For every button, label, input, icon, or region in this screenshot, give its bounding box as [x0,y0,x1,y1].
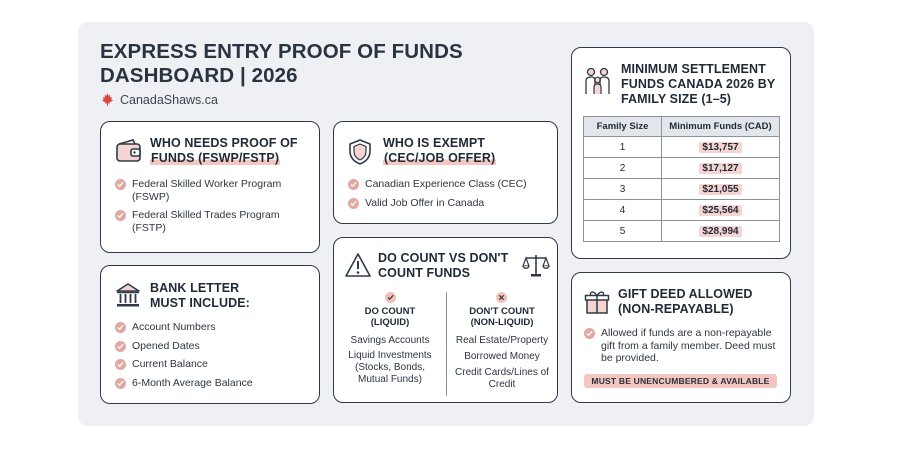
unencumbered-badge: MUST BE UNENCUMBERED & AVAILABLE [584,374,777,388]
bank-letter-item: Account Numbers [132,321,216,333]
gift-title-highlight: (NON-REPAYABLE) [618,302,734,316]
amount-value: $17,127 [699,163,741,174]
x-icon [496,292,507,303]
settlement-title: MINIMUM SETTLEMENT FUNDS CANADA 2026 BY FAMILY SIZE (1–5) [621,62,776,106]
do-count-item: Liquid Investments (Stocks, Bonds, Mutual Funds) [348,350,432,385]
check-icon [115,322,126,333]
table-header: Minimum Funds (CAD) [662,117,780,137]
bank-letter-item: 6-Month Average Balance [132,376,253,389]
who-needs-title: WHO NEEDS PROOF OF [150,136,298,150]
bank-icon [115,282,141,308]
gift-description [584,327,784,365]
warning-icon [344,252,372,278]
shield-icon [348,138,372,166]
amount-value: $25,564 [699,205,741,216]
settlement-card [571,47,791,259]
who-exempt-title-highlight: (CEC/JOB OFFER) [384,151,496,165]
check-icon [115,210,126,221]
check-icon [348,198,359,209]
amount-cell [662,221,780,242]
list-item [115,178,315,204]
list-item [348,197,553,210]
check-icon [348,179,359,190]
do-count-heading: DO COUNT (LIQUID) [364,306,416,328]
gift-text: Allowed if funds are a non-repayable gift from a family member. Deed must be provided. [601,327,776,364]
column-divider [446,292,447,396]
check-icon [584,328,595,339]
gift-icon [584,289,610,315]
list-item [348,178,553,191]
table-row [584,158,780,179]
check-icon [115,341,126,352]
amount-value: $13,757 [699,142,741,153]
count-card [333,237,558,403]
table-row [584,200,780,221]
amount-cell [662,137,780,158]
list-item [115,340,315,353]
check-icon [115,378,126,389]
family-size-cell: 1 [584,137,662,158]
check-icon [115,359,126,370]
family-size-cell: 4 [584,200,662,221]
who-exempt-item: Canadian Experience Class (CEC) [365,178,527,190]
table-row [584,179,780,200]
bank-letter-card [100,265,320,404]
amount-value: $21,055 [699,184,741,195]
who-needs-title-highlight: FUNDS (FSWP/FSTP) [151,151,280,165]
family-size-cell: 3 [584,179,662,200]
who-needs-card [100,121,320,253]
list-item [115,209,315,235]
who-exempt-card [333,121,558,224]
table-row [584,221,780,242]
who-needs-item: Federal Skilled Trades Program (FSTP) [132,209,280,234]
amount-value: $28,994 [699,226,741,237]
who-exempt-item: Valid Job Offer in Canada [365,197,485,209]
list-item [115,377,315,390]
who-needs-item: Federal Skilled Worker Program (FSWP) [132,178,282,203]
bank-letter-title: BANK LETTER MUST INCLUDE: [150,281,250,310]
amount-cell [662,200,780,221]
dont-count-heading: DON'T COUNT (NON-LIQUID) [469,306,535,328]
gift-title: GIFT DEED ALLOWED [618,287,753,301]
maple-leaf-icon [100,92,115,107]
settlement-table [583,116,780,242]
dont-count-item: Real Estate/Property [455,335,549,346]
brand-name: CanadaShaws.ca [120,92,218,107]
gift-card [571,272,791,403]
dont-count-item: Borrowed Money [464,351,540,362]
family-icon [582,66,614,96]
amount-cell [662,179,780,200]
table-row [584,137,780,158]
table-header: Family Size [584,117,662,137]
who-exempt-title: WHO IS EXEMPT [383,136,486,150]
count-title: DO COUNT VS DON'T COUNT FUNDS [378,251,509,280]
check-icon [115,179,126,190]
wallet-icon [115,138,143,164]
list-item [115,321,315,334]
list-item [115,358,315,371]
amount-cell [662,158,780,179]
family-size-cell: 2 [584,158,662,179]
do-count-item: Savings Accounts [350,335,430,346]
bank-letter-item: Current Balance [132,358,208,370]
dont-count-item: Credit Cards/Lines of Credit [455,367,549,390]
family-size-cell: 5 [584,221,662,242]
check-icon [385,292,396,303]
page-title: EXPRESS ENTRY PROOF OF FUNDS DASHBOARD | 2026 [100,40,463,87]
brand [100,92,218,107]
scale-icon [522,252,550,278]
bank-letter-item: Opened Dates [132,339,200,352]
